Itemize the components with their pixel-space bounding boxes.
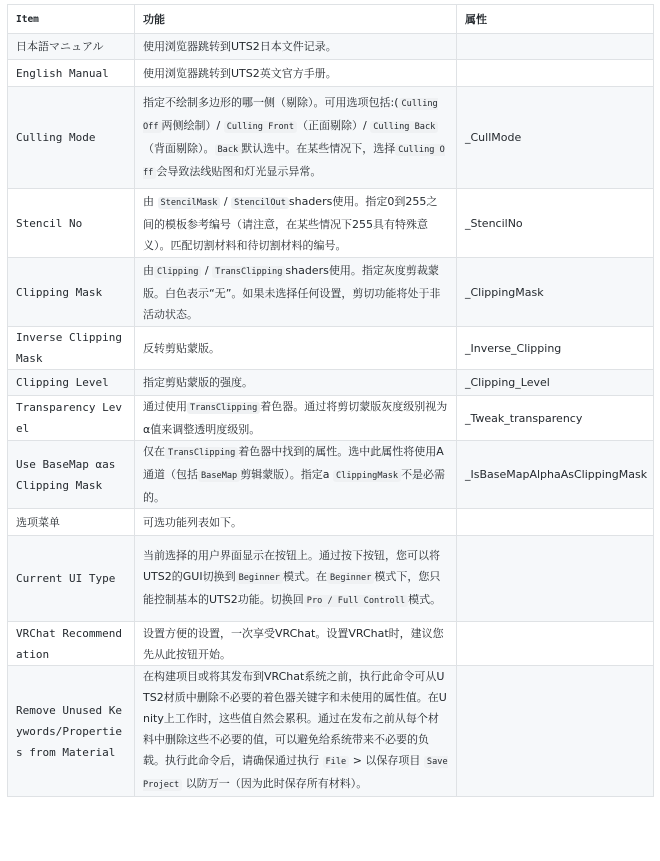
inline-code: TransClipping [187, 402, 260, 414]
cell-property [457, 536, 654, 622]
text-segment: 不是必需的。 [143, 468, 446, 504]
text-segment: 反转剪贴蒙版。 [143, 341, 220, 355]
cell-item: Inverse Clipping Mask [8, 327, 135, 370]
cell-property: _Inverse_Clipping [457, 327, 654, 370]
header-row [8, 5, 654, 34]
text-segment: 着色器中找到的属性。选中此属性将使用A通道（包括 [143, 445, 444, 481]
inline-code: Culling Front [224, 121, 297, 133]
text-segment: （背面剔除）。 [143, 141, 215, 155]
inline-code: File [323, 756, 350, 768]
text-segment: 以防万一（因为此时保存所有材料）。 [182, 777, 368, 790]
cell-function [135, 509, 457, 536]
cell-property: _ClippingMask [457, 258, 654, 327]
text-segment: 会导致法线贴图和灯光显示异常。 [156, 164, 322, 178]
table-row [8, 370, 654, 396]
cell-item: Current UI Type [8, 536, 135, 622]
text-segment: 两侧绘制）/ [161, 118, 224, 132]
cell-property: _CullMode [457, 87, 654, 189]
cell-item: English Manual [8, 60, 135, 87]
text-segment: 模式。 [408, 593, 442, 606]
header-property: 属性 [457, 5, 654, 34]
header-function: 功能 [135, 5, 457, 34]
table-row [8, 60, 654, 87]
text-segment: 当前选择的用户界面显示在按钮上。通过按下按钮，您可以将UTS2的GUI切换到 [143, 549, 440, 583]
text-segment: 由 [143, 194, 158, 208]
text-segment: 由 [143, 263, 154, 277]
inline-code: Pro / Full Controll [304, 595, 408, 607]
cell-function [135, 189, 457, 258]
table-header [8, 5, 654, 34]
table-row [8, 441, 654, 509]
cell-function [135, 370, 457, 396]
table-row [8, 396, 654, 441]
cell-property [457, 622, 654, 666]
table-row [8, 189, 654, 258]
table-row [8, 622, 654, 666]
text-segment: > 以保存项目 [349, 754, 424, 767]
table-row [8, 509, 654, 536]
cell-function [135, 396, 457, 441]
inline-code: Clipping [154, 266, 201, 278]
inline-code: Culling Off [143, 144, 445, 178]
cell-property: _Tweak_transparency [457, 396, 654, 441]
cell-property: _Clipping_Level [457, 370, 654, 396]
table-row [8, 536, 654, 622]
cell-item: Stencil No [8, 189, 135, 258]
inline-code: StencilOut [231, 197, 289, 209]
table-row [8, 327, 654, 370]
cell-item: 日本語マニュアル [8, 34, 135, 60]
table-row [8, 87, 654, 189]
inline-code: ClippingMask [333, 470, 401, 482]
text-segment: 使用浏览器跳转到UTS2英文官方手册。 [143, 66, 337, 80]
cell-property [457, 666, 654, 797]
cell-function [135, 536, 457, 622]
text-segment: 默认选中。在某些情况下，选择 [241, 141, 396, 155]
text-segment: 使用浏览器跳转到UTS2日本文件记录。 [143, 40, 337, 53]
inline-code: Beginner [327, 572, 374, 584]
inline-code: Beginner [236, 572, 283, 584]
text-segment: 模式下，您只能控制基本的UTS2功能。切换回 [143, 570, 441, 606]
inline-code: BaseMap [198, 470, 240, 482]
text-segment: shaders使用。指定0到255之间的模板参考编号（请注意，在某些情况下255具有特殊意义）。匹配切割材料和待切割材料的编号。 [143, 194, 438, 252]
text-segment: 指定不绘制多边形的哪一侧（剔除）。可用选项包括:( [143, 95, 399, 109]
text-segment: 设置方便的设置，一次享受VRChat。设置VRChat时，建议您先从此按钮开始。 [143, 626, 444, 661]
cell-property [457, 509, 654, 536]
text-segment: 指定剪贴蒙版的强度。 [143, 376, 253, 389]
text-segment: 仅在 [143, 445, 165, 458]
cell-item: Clipping Level [8, 370, 135, 396]
cell-item: 选项菜单 [8, 509, 135, 536]
inline-code: StencilMask [158, 197, 221, 209]
cell-item: Transparency Level [8, 396, 135, 441]
cell-item: Clipping Mask [8, 258, 135, 327]
cell-property: _IsBaseMapAlphaAsClippingMask [457, 441, 654, 509]
text-segment: / [220, 194, 232, 208]
table-body [8, 34, 654, 797]
table-row [8, 34, 654, 60]
inline-code: TransClipping [165, 447, 238, 459]
text-segment: 剪辑蒙版）。指定a [240, 468, 333, 481]
cell-function [135, 441, 457, 509]
cell-item: Culling Mode [8, 87, 135, 189]
table-row [8, 666, 654, 797]
header-item: Item [8, 5, 135, 34]
text-segment: （正面剔除）/ [297, 118, 371, 132]
cell-item: VRChat Recommendation [8, 622, 135, 666]
inline-code: Save Project [143, 757, 448, 790]
text-segment: / [201, 263, 213, 277]
property-table [7, 4, 654, 797]
inline-code: Culling Off [143, 98, 438, 132]
cell-function [135, 622, 457, 666]
cell-property [457, 34, 654, 60]
cell-function [135, 258, 457, 327]
inline-code: TransClipping [212, 266, 285, 278]
inline-code: Culling Back [370, 121, 438, 133]
text-segment: 通过使用 [143, 400, 187, 413]
text-segment: 模式。在 [282, 570, 327, 583]
text-segment: 可选功能列表如下。 [143, 515, 242, 529]
cell-property: _StencilNo [457, 189, 654, 258]
cell-item: Remove Unused Keywords/Properties from Material [8, 666, 135, 797]
cell-property [457, 60, 654, 87]
cell-function [135, 666, 457, 797]
table-row [8, 258, 654, 327]
cell-function [135, 34, 457, 60]
text-segment: 在构建项目或将其发布到VRChat系统之前，执行此命令可从UTS2材质中删除不必要的着色器关键字和未使用的属性值。在Unity上工作时，这些值自然会累积。通过在发布之前从每个材料中删除这些不必要的值，可以避免给系统带来不必要的负载。执行此命令后，请确保通过执行 [143, 670, 447, 767]
cell-function [135, 87, 457, 189]
text-segment: 着色器。通过将剪切蒙版灰度级别视为α值来调整透明度级别。 [143, 400, 448, 436]
cell-item: Use BaseMap αas Clipping Mask [8, 441, 135, 509]
cell-function [135, 327, 457, 370]
text-segment: shaders使用。指定灰度剪裁蒙版。白色表示“无”。如果未选择任何设置，剪切功能将处于非活动状态。 [143, 263, 441, 321]
cell-function [135, 60, 457, 87]
inline-code: Back [215, 144, 242, 156]
